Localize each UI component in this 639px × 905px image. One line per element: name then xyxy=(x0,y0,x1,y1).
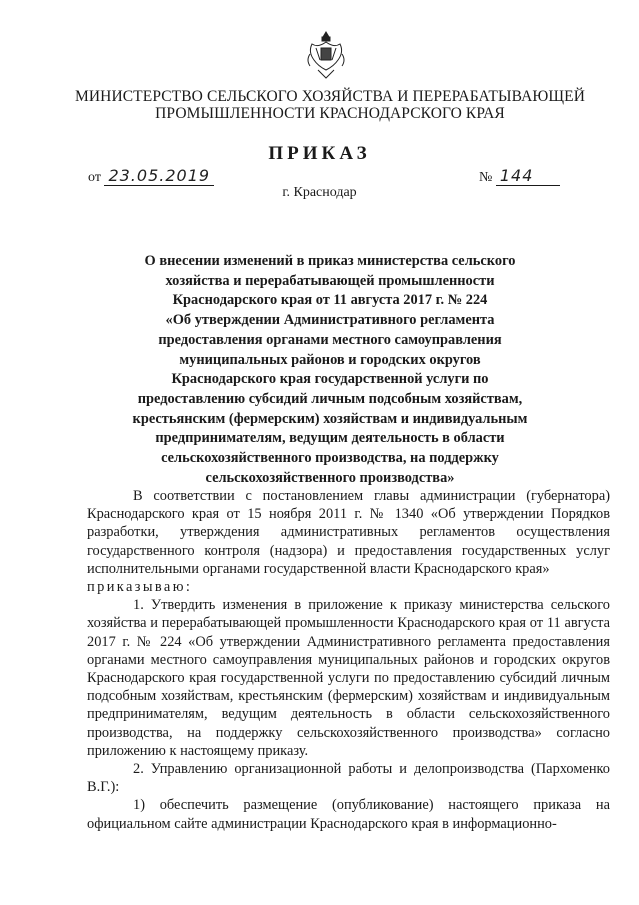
subject-line: сельскохозяйственного производства» xyxy=(205,469,455,486)
order-number xyxy=(479,166,560,186)
subject-line: Краснодарского края от 11 августа 2017 г. № 224 xyxy=(172,292,488,309)
document-type-title: ПРИКАЗ xyxy=(268,143,371,164)
subject-line: предоставлению субсидий личным подсобным хозяйствам, xyxy=(137,390,523,407)
coat-of-arms-icon xyxy=(306,30,346,80)
subject-line: предоставления органами местного самоуправления xyxy=(158,331,502,348)
subject-line: О внесении изменений в приказ министерства сельского xyxy=(144,253,516,269)
ministry-line-2: ПРОМЫШЛЕННОСТИ КРАСНОДАРСКОГО КРАЯ xyxy=(155,105,505,122)
order-subject-title xyxy=(120,252,540,488)
item-2-1-paragraph: 1) обеспечить размещение (опубликование) настоящего приказа на официальном сайте администрации Краснодарского края в информационно- xyxy=(87,797,610,832)
handwritten-date: 23.05.2019 xyxy=(104,166,214,186)
subject-line: крестьянским (фермерским) хозяйствам и индивидуальным xyxy=(132,410,528,427)
item-1-paragraph: 1. Утвердить изменения в приложение к приказу министерства сельского хозяйства и перерабатывающей промышленности Краснодарского края от 11 августа 2017 г. № 224 «Об утверждении Административного регламента предоставления органами местного самоуправления муниципальных районов и городских округов Краснодарского края государственной услуги по предоставлению субсидий личным подсобным хозяйствам, крестьянским (фермерским) хозяйствам и индивидуальным предпринимателям, ведущим деятельность в области сельскохозяйственного производства, на поддержку сельскохозяйственного производства» согласно приложению к настоящему приказу. xyxy=(87,597,610,759)
order-date xyxy=(88,166,214,186)
ministry-line-1: МИНИСТЕРСТВО СЕЛЬСКОГО ХОЗЯЙСТВА И ПЕРЕРАБАТЫВАЮЩЕЙ xyxy=(74,88,585,105)
subject-line: муниципальных районов и городских округов xyxy=(179,351,481,368)
city-line: г. Краснодар xyxy=(282,185,357,200)
order-body xyxy=(87,487,610,833)
date-prefix: от xyxy=(88,170,101,185)
subject-line: сельскохозяйственного производства, на поддержку xyxy=(161,450,499,467)
subject-line: «Об утверждении Административного регламента xyxy=(165,312,495,329)
handwritten-number: 144 xyxy=(496,166,560,186)
item-2-paragraph: 2. Управлению организационной работы и делопроизводства (Пархоменко В.Г.): xyxy=(87,761,610,796)
order-word: приказываю: xyxy=(87,579,193,596)
preamble-paragraph: В соответствии с постановлением главы администрации (губернатора) Краснодарского края от 15 ноября 2011 г. № 1340 «Об утверждении Порядков разработки, утверждения административных регламентов осуществления государственного контроля (надзора) и предоставления государственных услуг исполнительными органами государственной власти Краснодарского края» xyxy=(87,488,610,577)
ministry-name xyxy=(60,88,600,122)
number-prefix: № xyxy=(479,170,493,185)
subject-line: Краснодарского края государственной услуги по xyxy=(171,371,489,388)
subject-line: хозяйства и перерабатывающей промышленности xyxy=(165,272,495,289)
subject-line: предпринимателям, ведущим деятельность в области xyxy=(155,430,505,447)
